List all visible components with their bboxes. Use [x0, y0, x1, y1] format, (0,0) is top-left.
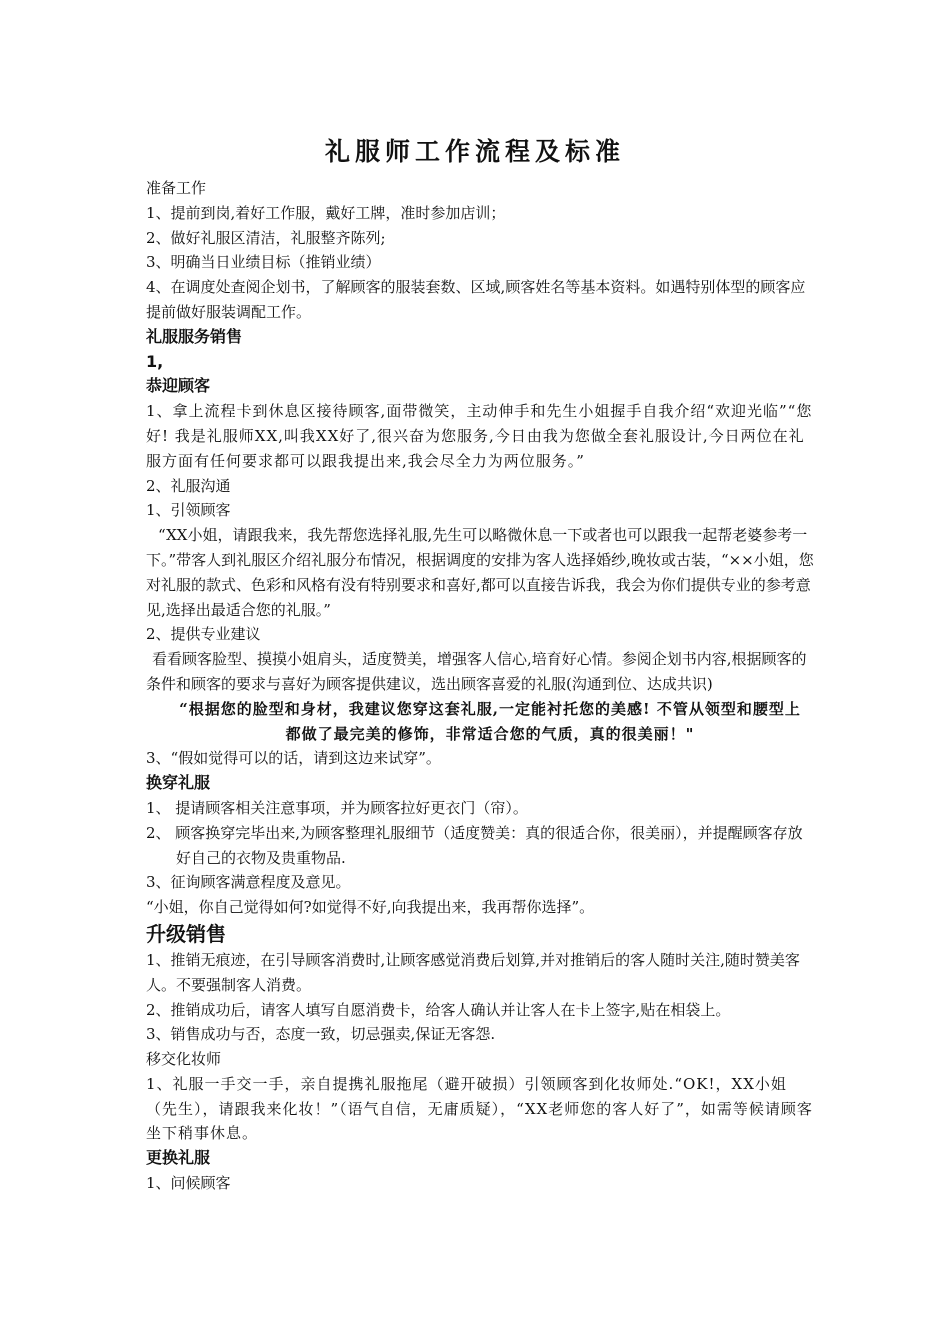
- upsell-item: 2、推销成功后，请客人填写自愿消费卡，给客人确认并让客人在卡上签字,贴在相袋上。: [146, 1000, 731, 1019]
- upsell-item: 1、推销无痕迹，在引导顾客消费时,让顾客感觉消费后划算,并对推销后的客人随时关注,随时赞美客人。不要强制客人消费。: [146, 950, 800, 994]
- prep-item: 1、提前到岗,着好工作服，戴好工牌，准时参加店训；: [146, 203, 506, 222]
- tryon-line: 3、“假如觉得可以的话，请到这边来试穿”。: [146, 749, 441, 768]
- section-heading-replace: 更换礼服: [146, 1148, 211, 1168]
- change-item: 1、 提请顾客相关注意事项，并为顾客拉好更衣门（帘）。: [146, 798, 528, 817]
- change-item: 2、 顾客换穿完毕出来,为顾客整理礼服细节（适度赞美：真的很适合你，很美丽），并提醒顾客存放好自己的衣物及贵重物品.: [146, 823, 803, 867]
- prep-item: 3、明确当日业绩目标（推销业绩）: [146, 253, 381, 272]
- section-heading-prep: 准备工作: [146, 179, 207, 197]
- section-heading-upsell: 升级销售: [146, 921, 226, 946]
- makeup-paragraph: 1、礼服一手交一手，亲自提携礼服拖尾（避开破损）引领顾客到化妆师处.“OK!，XX小姐（先生），请跟我来化妆！”（语气自信，无庸质疑），“XX老师您的客人好了”，如需等候请顾客坐下稍事休息。: [146, 1074, 813, 1143]
- section-heading-sales: 礼服服务销售: [146, 326, 243, 346]
- subheading-change: 换穿礼服: [146, 773, 211, 793]
- change-quote: “小姐，你自己觉得如何?如觉得不好,向我提出来，我再帮你选择”。: [146, 898, 595, 917]
- guide-paragraph: “XX小姐，请跟我来，我先帮您选择礼服,先生可以略微休息一下或者也可以跟我一起帮老婆参考一下。”带客人到礼服区介绍礼服分布情况，根据调度的安排为客人选择婚纱,晚妆或古装，“××小姐，您对礼服的款式、色彩和风格有没有特别要求和喜好,都可以直接告诉我，我会为你们提供专业的参考意见,选择出最适合您的礼服。”: [146, 526, 814, 619]
- advice-quote: “根据您的脸型和身材，我建议您穿这套礼服,一定能衬托您的美感! 不管从领型和腰型上都做了最完美的修饰，非常适合您的气质，真的很美丽！": [179, 699, 801, 743]
- prep-item: 2、做好礼服区清洁，礼服整齐陈列;: [146, 228, 386, 247]
- subheading-welcome: 恭迎顾客: [146, 376, 211, 396]
- advice-paragraph: 看看顾客脸型、摸摸小姐肩头，适度赞美，增强客人信心,培育好心情。参阅企划书内容,根据顾客的条件和顾客的要求与喜好为顾客提供建议，选出顾客喜爱的礼服(沟通到位、达成共识): [146, 650, 807, 693]
- document-title: 礼服师工作流程及标准: [324, 137, 625, 166]
- welcome-paragraph: 1、拿上流程卡到休息区接待顾客,面带微笑，主动伸手和先生小姐握手自我介绍“欢迎光临”“您好! 我是礼服师XX,叫我XX好了,很兴奋为您服务,今日由我为您做全套礼服设计,今日两位在礼服方面有任何要求都可以跟我提出来,我会尽全力为两位服务。”: [146, 402, 813, 470]
- upsell-item: 3、销售成功与否，态度一致，切忌强卖,保证无客怨.: [146, 1025, 496, 1044]
- subheading-guide: 1、引领顾客: [146, 501, 231, 520]
- section-number: 1,: [146, 351, 164, 371]
- subheading-makeup: 移交化妆师: [146, 1050, 222, 1069]
- replace-item: 1、问候顾客: [146, 1174, 231, 1193]
- subheading-advice: 2、提供专业建议: [146, 625, 261, 644]
- subheading-communication: 2、礼服沟通: [146, 476, 231, 495]
- prep-item: 4、在调度处查阅企划书，了解顾客的服装套数、区域,顾客姓名等基本资料。如遇特别体型的顾客应提前做好服装调配工作。: [146, 278, 806, 321]
- document-body: [146, 176, 814, 1196]
- change-item: 3、征询顾客满意程度及意见。: [146, 873, 351, 892]
